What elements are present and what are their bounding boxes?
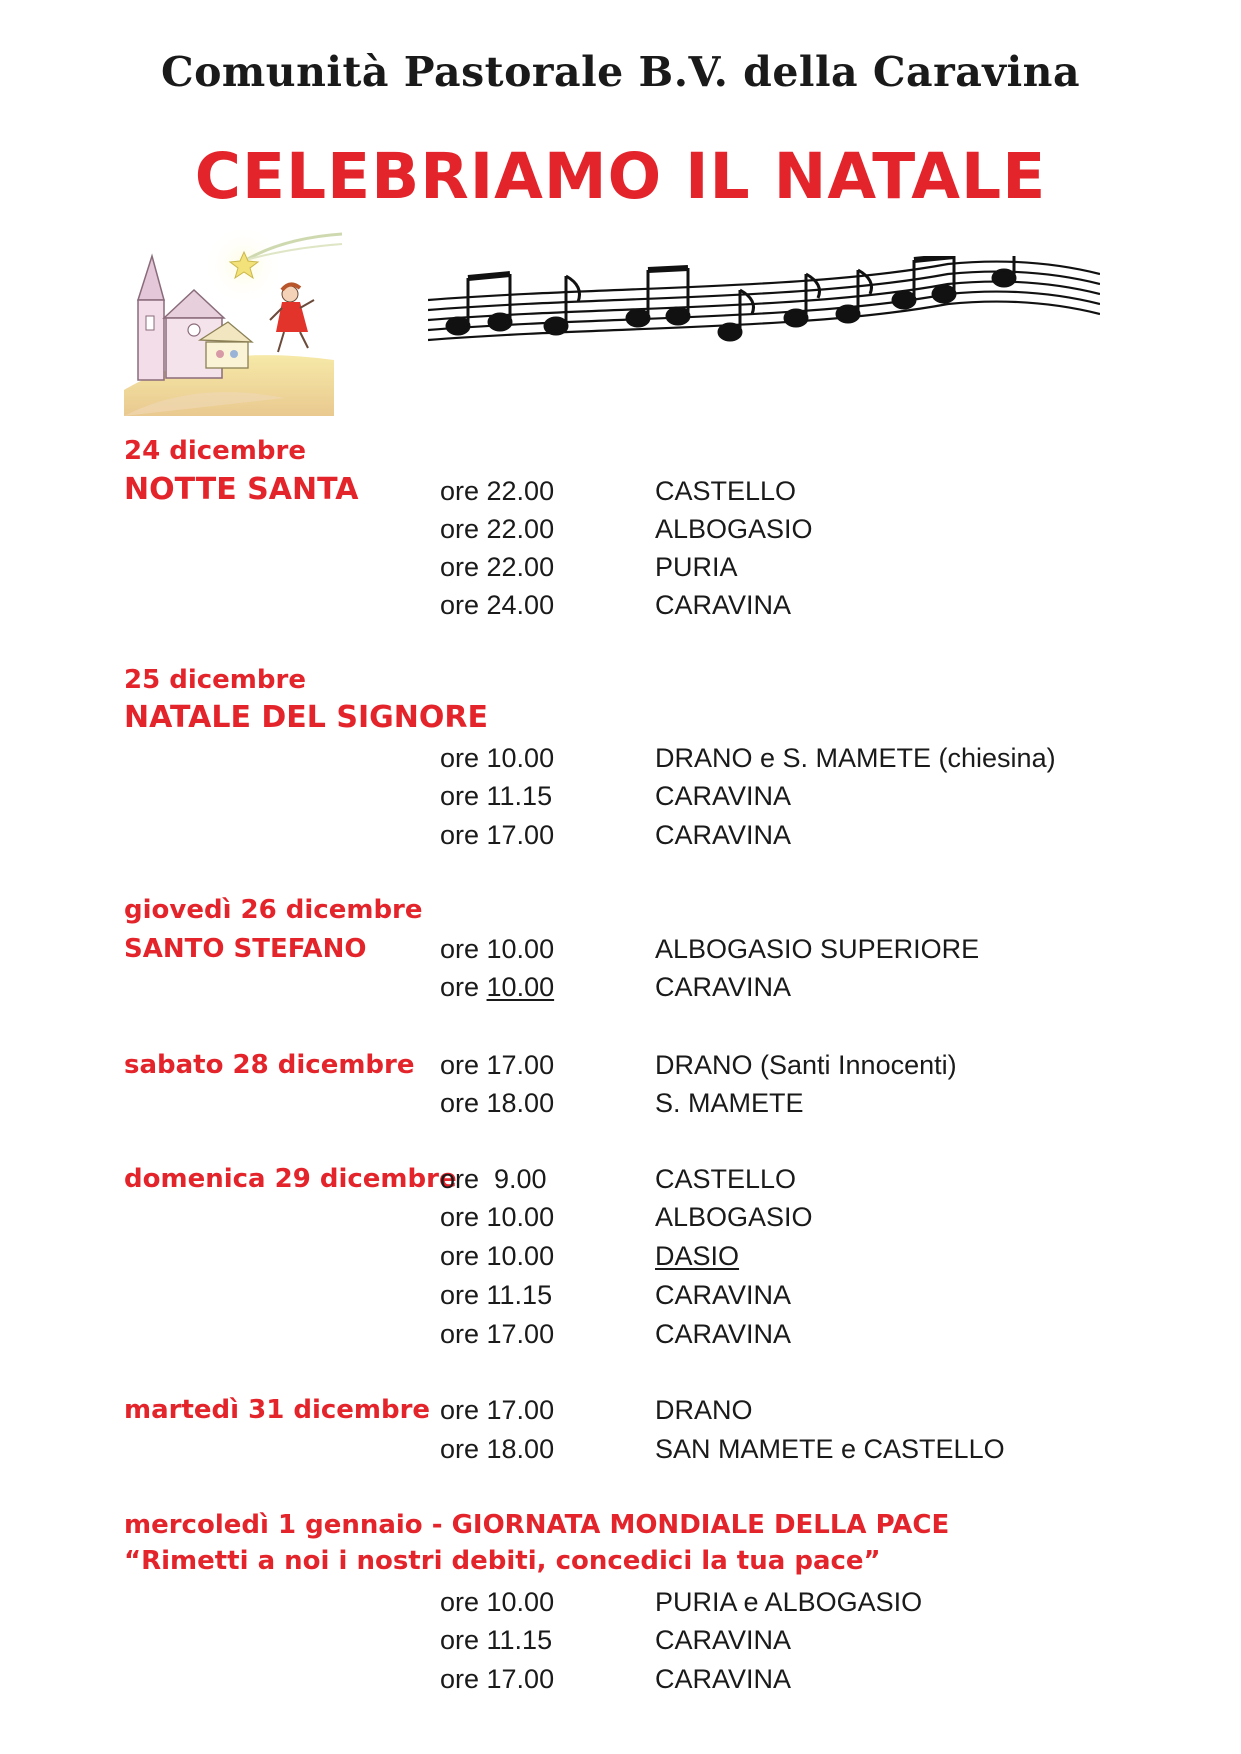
service-place: S. MAMETE [655,1088,804,1118]
service-place: CARAVINA [655,820,792,850]
service-time: ore 10.00 [440,1241,555,1271]
section-date: 24 dicembre [124,436,306,466]
service-time: ore 17.00 [440,1319,555,1349]
section-date: giovedì 26 dicembre [124,895,423,925]
service-time: ore 17.00 [440,1664,555,1694]
service-place: ALBOGASIO SUPERIORE [655,934,980,964]
section-date: sabato 28 dicembre [124,1050,415,1080]
service-place: PURIA e ALBOGASIO [655,1587,923,1617]
service-time: ore 17.00 [440,820,555,850]
service-time: ore 11.15 [440,1625,553,1655]
service-place: CARAVINA [655,590,792,620]
service-time: ore 9.00 [440,1164,547,1194]
service-time: ore 17.00 [440,1050,555,1080]
service-place: DRANO e S. MAMETE (chiesina) [655,743,1056,773]
service-time: ore 17.00 [440,1395,555,1425]
service-time: ore 24.00 [440,590,555,620]
service-place: CASTELLO [655,1164,797,1194]
service-place: CARAVINA [655,972,792,1002]
service-time: ore 10.00 [440,1587,555,1617]
service-time: ore 10.00 [440,1202,555,1232]
service-time: ore 10.00 [440,934,555,964]
service-place: ALBOGASIO [655,1202,813,1232]
service-time: ore 10.00 [440,743,555,773]
service-place: CARAVINA [655,1319,792,1349]
service-time: ore 22.00 [440,552,555,582]
service-place: SAN MAMETE e CASTELLO [655,1434,1005,1464]
section-quote: “Rimetti a noi i nostri debiti, concedici la tua pace” [124,1546,881,1576]
service-time: ore 18.00 [440,1088,555,1118]
service-place: CASTELLO [655,476,797,506]
service-time: ore 22.00 [440,476,555,506]
service-place: DRANO (Santi Innocenti) [655,1050,957,1080]
service-time: ore 22.00 [440,514,555,544]
service-place: CARAVINA [655,781,792,811]
music-staff-icon [428,256,1100,366]
section-name: SANTO STEFANO [124,934,367,964]
community-header: Comunità Pastorale B.V. della Caravina [160,48,1081,96]
service-time: ore 11.15 [440,781,553,811]
service-time [440,972,554,1003]
service-place: DASIO [655,1241,740,1271]
section-date: mercoledì 1 gennaio - GIORNATA MONDIALE DELLA PACE [124,1510,950,1540]
nativity-illustration [124,230,344,416]
service-place: ALBOGASIO [655,514,813,544]
service-time: ore 18.00 [440,1434,555,1464]
section-date: martedì 31 dicembre [124,1395,431,1425]
service-time: ore 11.15 [440,1280,553,1310]
section-date: 25 dicembre [124,665,306,695]
service-time-hour: 10.00 [486,972,555,1002]
service-place: CARAVINA [655,1280,792,1310]
service-time-prefix: ore [440,972,487,1002]
section-date: domenica 29 dicembre [124,1164,457,1194]
section-name: NATALE DEL SIGNORE [124,700,488,735]
service-place: CARAVINA [655,1664,792,1694]
service-place: DRANO [655,1395,753,1425]
section-name: NOTTE SANTA [124,472,359,507]
service-place: PURIA [655,552,738,582]
page-title: CELEBRIAMO IL NATALE [194,140,1047,213]
service-place: CARAVINA [655,1625,792,1655]
